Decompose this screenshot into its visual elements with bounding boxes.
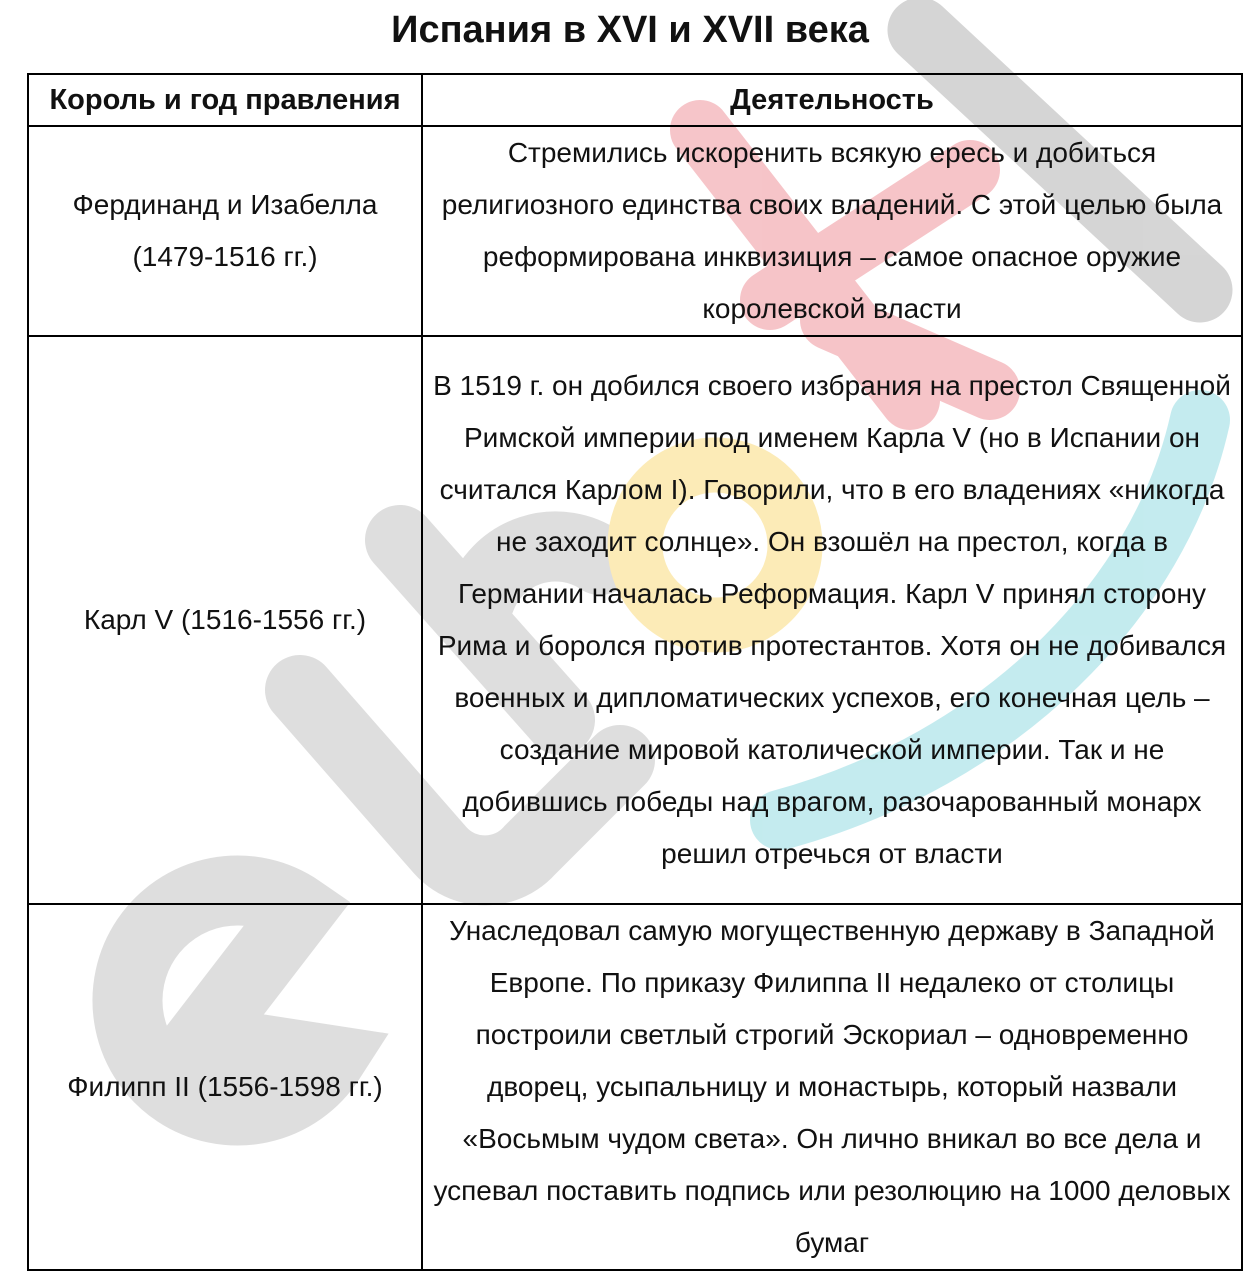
activity-text: Унаследовал самую могущественную державу в Западной Европе. По приказу Филиппа II недалеко от столицы построили светлый строгий Эскориал – одновременно дворец, усыпальницу и монастырь, который назвали «Восьмым чудом света». Он лично вникал во все дела и успевал поставить подпись или резолюцию на 1000 деловых бумаг [433,915,1231,1258]
king-cell [28,904,422,1270]
column-header-activity: Деятельность [422,74,1242,126]
activity-text: В 1519 г. он добился своего избрания на престол Священной Римской империи под именем Карла V (но в Испании он считался Карлом I). Говорили, что в его владениях «никогда не заходит солнце». Он взошёл на престол, когда в Германии началась Реформация. Карл V принял сторону Рима и боролся против протестантов. Хотя он не добивался военных и дипломатических успехов, его конечная цель – создание мировой католической империи. Так и не добившись победы над врагом, разочарованный монарх решил отречься от власти [433,370,1231,869]
table-row [28,126,1242,336]
column-header-king: Король и год правления [28,74,422,126]
king-cell [28,336,422,904]
activity-text: Стремились искоренить всякую ересь и добиться религиозного единства своих владений. С этой целью была реформирована инквизиция – самое опасное оружие королевской власти [441,137,1223,324]
activity-cell [422,904,1242,1270]
page-title: Испания в XVI и XVII века [391,9,869,51]
king-name: Филипп II (1556-1598 гг.) [67,1071,383,1102]
king-cell [28,126,422,336]
table-row [28,336,1242,904]
table-header-row [28,74,1242,126]
king-name: Карл V (1516-1556 гг.) [83,604,367,635]
king-name: Фердинанд и Изабелла (1479-1516 гг.) [72,189,378,272]
activity-cell [422,126,1242,336]
history-table [27,73,1243,1271]
activity-cell [422,336,1242,904]
table-row [28,904,1242,1270]
